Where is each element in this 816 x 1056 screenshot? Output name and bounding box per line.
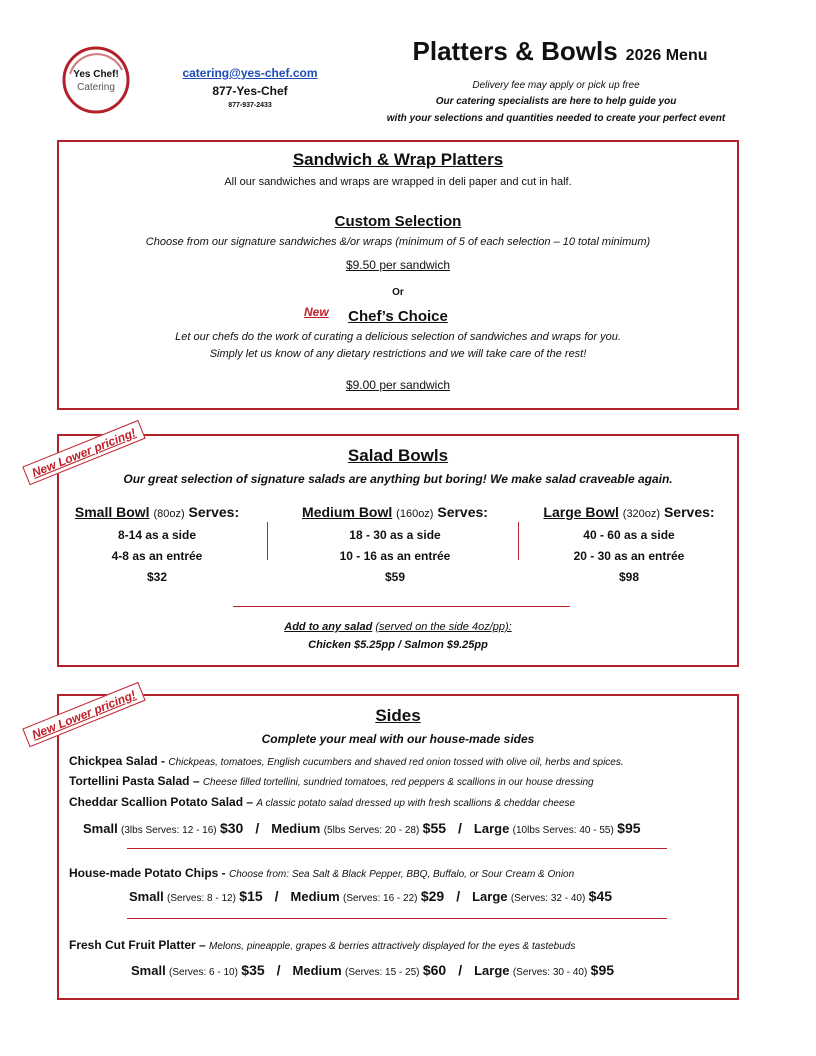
or-label: Or [392, 287, 404, 298]
separator: / [456, 888, 461, 904]
bowl-entree: 4-8 as an entrée [111, 549, 203, 563]
price-label: $35 [241, 962, 265, 978]
sides-heading: Sides [375, 706, 421, 725]
price-label: $15 [239, 888, 263, 904]
small-bowl [57, 502, 257, 588]
chips-price-row [129, 888, 612, 904]
addon-note: (served on the side 4oz/pp): [375, 621, 512, 633]
fruit-price-row [131, 962, 614, 978]
side-desc: Melons, pineapple, grapes & berries attractively displayed for the eyes & tastebuds [209, 941, 576, 952]
size-label: Large [474, 963, 510, 978]
bowl-divider [267, 522, 268, 560]
bowl-price: $59 [384, 570, 406, 584]
price-label: $30 [219, 820, 244, 836]
size-label: Small [83, 821, 118, 836]
sides-divider [127, 918, 667, 919]
serves-label: (Serves: 6 - 10) [169, 967, 238, 978]
side-name: Tortellini Pasta Salad – [69, 774, 203, 788]
logo-icon [60, 44, 132, 116]
price-label: $95 [617, 820, 641, 836]
specialist-note-cont: with your selections and quantities needed to create your perfect event [386, 113, 726, 124]
chef-heading: Chef’s Choice [348, 308, 448, 325]
chef-desc: Let our chefs do the work of curating a delicious selection of sandwiches and wraps for you. [175, 331, 621, 343]
serves-label: (Serves: 16 - 22) [343, 893, 418, 904]
salad-intro: Our great selection of signature salads are anything but boring! We make salad craveable again. [123, 472, 673, 486]
custom-desc: Choose from our signature sandwiches &/or wraps (minimum of 5 of each selection – 10 total minimum) [145, 236, 651, 248]
price-label: $55 [422, 820, 447, 836]
phone-word: 877-Yes-Chef [212, 84, 288, 98]
salad-divider [233, 606, 570, 607]
size-label: Small [129, 889, 164, 904]
lower-pricing-banner: New Lower pricing! [22, 420, 145, 485]
medium-bowl [289, 502, 501, 588]
bowl-serves: Serves: [437, 504, 488, 520]
size-label: Large [472, 889, 508, 904]
serves-label: (Serves: 30 - 40) [512, 967, 588, 978]
serves-label: (10lbs Serves: 40 - 55) [512, 825, 614, 836]
bowl-serves: Serves: [188, 504, 240, 520]
new-tag: New [304, 305, 329, 319]
serves-label: (Serves: 32 - 40) [510, 893, 586, 904]
sandwich-intro: All our sandwiches and wraps are wrapped in deli paper and cut in half. [224, 176, 572, 188]
price-label: $29 [420, 888, 445, 904]
addon-label: Add to any salad [284, 621, 373, 633]
specialist-note: Our catering specialists are here to help guide you [435, 96, 677, 107]
bowl-size: (320oz) [622, 508, 661, 520]
salad-price-row [83, 820, 641, 836]
side-name: Cheddar Scallion Potato Salad – [69, 795, 257, 809]
side-name: Fresh Cut Fruit Platter – [69, 938, 210, 952]
email-link[interactable]: catering@yes-chef.com [182, 66, 318, 80]
title-year: 2026 Menu [625, 47, 708, 64]
logo-subtext: Catering [77, 82, 115, 93]
side-item [69, 795, 575, 809]
separator: / [458, 820, 462, 836]
page-title [360, 36, 760, 67]
separator: / [458, 962, 463, 978]
bowl-side: 40 - 60 as a side [583, 528, 675, 542]
side-desc: A classic potato salad dressed up with fresh scallions & cheddar cheese [256, 798, 576, 809]
separator: / [274, 888, 279, 904]
logo-text: Yes Chef! [73, 69, 119, 80]
bowl-price: $98 [618, 570, 640, 584]
side-item [69, 938, 575, 952]
bowl-name: Medium Bowl [302, 504, 393, 520]
side-name: House-made Potato Chips - [69, 866, 230, 880]
serves-label: (5lbs Serves: 20 - 28) [323, 825, 420, 836]
large-bowl [529, 502, 729, 588]
side-name: Chickpea Salad - [69, 754, 169, 768]
size-label: Large [473, 821, 510, 836]
bowl-price: $32 [146, 570, 168, 584]
bowl-size: (160oz) [396, 508, 434, 520]
price-label: $95 [590, 962, 615, 978]
salad-heading: Salad Bowls [347, 446, 449, 465]
side-desc: Chickpeas, tomatoes, English cucumbers and shaved red onion tossed with olive oil, herbs and spices. [168, 757, 624, 768]
price-label: $60 [422, 962, 447, 978]
sandwich-heading: Sandwich & Wrap Platters [292, 150, 504, 169]
size-label: Medium [271, 821, 321, 836]
bowl-entree: 10 - 16 as an entrée [339, 549, 451, 563]
size-label: Medium [292, 963, 342, 978]
bowl-divider [518, 522, 519, 560]
chef-price: $9.00 per sandwich [345, 378, 451, 392]
bowl-name: Large Bowl [543, 504, 619, 520]
serves-label: (Serves: 15 - 25) [345, 967, 420, 978]
bowl-side: 18 - 30 as a side [349, 528, 441, 542]
bowl-entree: 20 - 30 as an entrée [573, 549, 685, 563]
sides-intro: Complete your meal with our house-made sides [261, 732, 535, 746]
size-label: Small [131, 963, 166, 978]
price-label: $45 [588, 888, 613, 904]
serves-label: (Serves: 8 - 12) [167, 893, 236, 904]
bowl-serves: Serves: [663, 504, 715, 520]
phone-number: 877-937-2433 [228, 102, 272, 109]
addon-line [57, 621, 739, 633]
addon-items: Chicken $5.25pp / Salmon $9.25pp [308, 639, 488, 651]
side-desc: Cheese filled tortellini, sundried tomatoes, red peppers & scallions in our house dressing [202, 777, 594, 788]
bowl-name: Small Bowl [74, 504, 150, 520]
serves-label: (3lbs Serves: 12 - 16) [121, 825, 217, 836]
title-main: Platters & Bowls [412, 36, 618, 66]
custom-heading: Custom Selection [334, 213, 462, 230]
bowl-size: (80oz) [153, 508, 185, 520]
sides-divider [127, 848, 667, 849]
delivery-note: Delivery fee may apply or pick up free [472, 80, 640, 91]
side-item [69, 866, 574, 880]
bowl-side: 8-14 as a side [117, 528, 197, 542]
custom-price: $9.50 per sandwich [345, 258, 451, 272]
separator: / [255, 820, 260, 836]
side-item [69, 754, 624, 768]
side-desc: Choose from: Sea Salt & Black Pepper, BBQ, Buffalo, or Sour Cream & Onion [229, 869, 575, 880]
side-item [69, 774, 594, 788]
separator: / [276, 962, 281, 978]
chef-desc-cont: Simply let us know of any dietary restrictions and we will take care of the rest! [209, 348, 587, 360]
lower-pricing-banner: New Lower pricing! [22, 682, 145, 747]
size-label: Medium [290, 889, 340, 904]
